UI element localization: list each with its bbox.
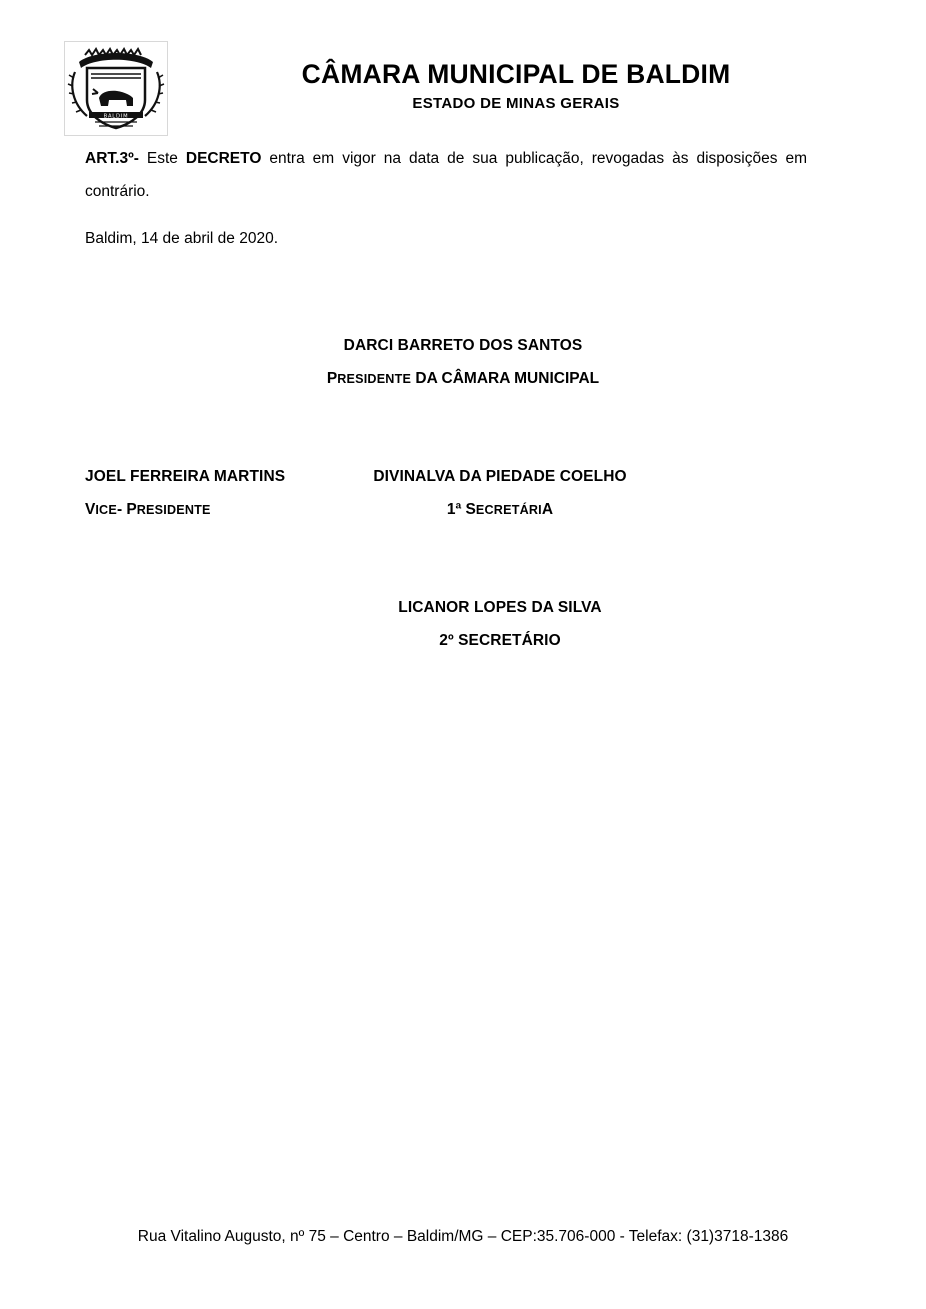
signature-vice-president-role — [85, 501, 211, 519]
signature-second-secretary-name: LICANOR LOPES DA SILVA — [398, 599, 602, 616]
vice-role-smallcaps-1: ICE — [95, 503, 117, 517]
sec1-role-smallcaps: ECRETÁRI — [475, 503, 542, 517]
signature-first-secretary-name: DIVINALVA DA PIEDADE COELHO — [373, 468, 627, 485]
coat-of-arms-icon — [64, 41, 168, 136]
vice-role-initial: V — [85, 501, 96, 518]
article-paragraph — [85, 142, 807, 209]
signature-first-secretary-role — [330, 501, 670, 519]
sec1-role-lead: 1ª S — [446, 501, 476, 518]
signature-vice-president-name: JOEL FERREIRA MARTINS — [85, 468, 286, 485]
president-role-initial: P — [326, 370, 338, 387]
president-role-rest: DA CÂMARA MUNICIPAL — [411, 370, 600, 387]
signature-second-secretary-role: 2º SECRETÁRIO — [439, 632, 561, 649]
article-keyword: DECRETO — [185, 150, 262, 167]
date-line: Baldim, 14 de abril de 2020. — [85, 230, 279, 247]
article-paragraph-block — [85, 142, 807, 209]
organization-title: CÂMARA MUNICIPAL DE BALDIM — [301, 59, 731, 89]
sec1-role-rest: A — [541, 501, 554, 518]
article-text-before: Este — [138, 150, 186, 167]
president-role-smallcaps: RESIDENTE — [337, 372, 412, 386]
document-footer: Rua Vitalino Augusto, nº 75 – Centro – Baldim/MG – CEP:35.706-000 - Telefax: (31)3718-1386 — [137, 1228, 789, 1245]
article-label: ART.3º- — [85, 150, 139, 167]
document-header — [0, 0, 926, 136]
signature-president-role — [0, 370, 926, 388]
header-title-block — [176, 60, 856, 112]
article-text-after: entra em vigor na data de sua publicação, revogadas às disposições em contrário. — [85, 150, 807, 201]
vice-role-smallcaps-2: RESIDENTE — [136, 503, 211, 517]
signature-president-name: DARCI BARRETO DOS SANTOS — [343, 337, 583, 354]
vice-role-dash: - P — [116, 501, 137, 518]
organization-subtitle: ESTADO DE MINAS GERAIS — [412, 95, 620, 113]
svg-text:BALDIM: BALDIM — [103, 113, 129, 120]
